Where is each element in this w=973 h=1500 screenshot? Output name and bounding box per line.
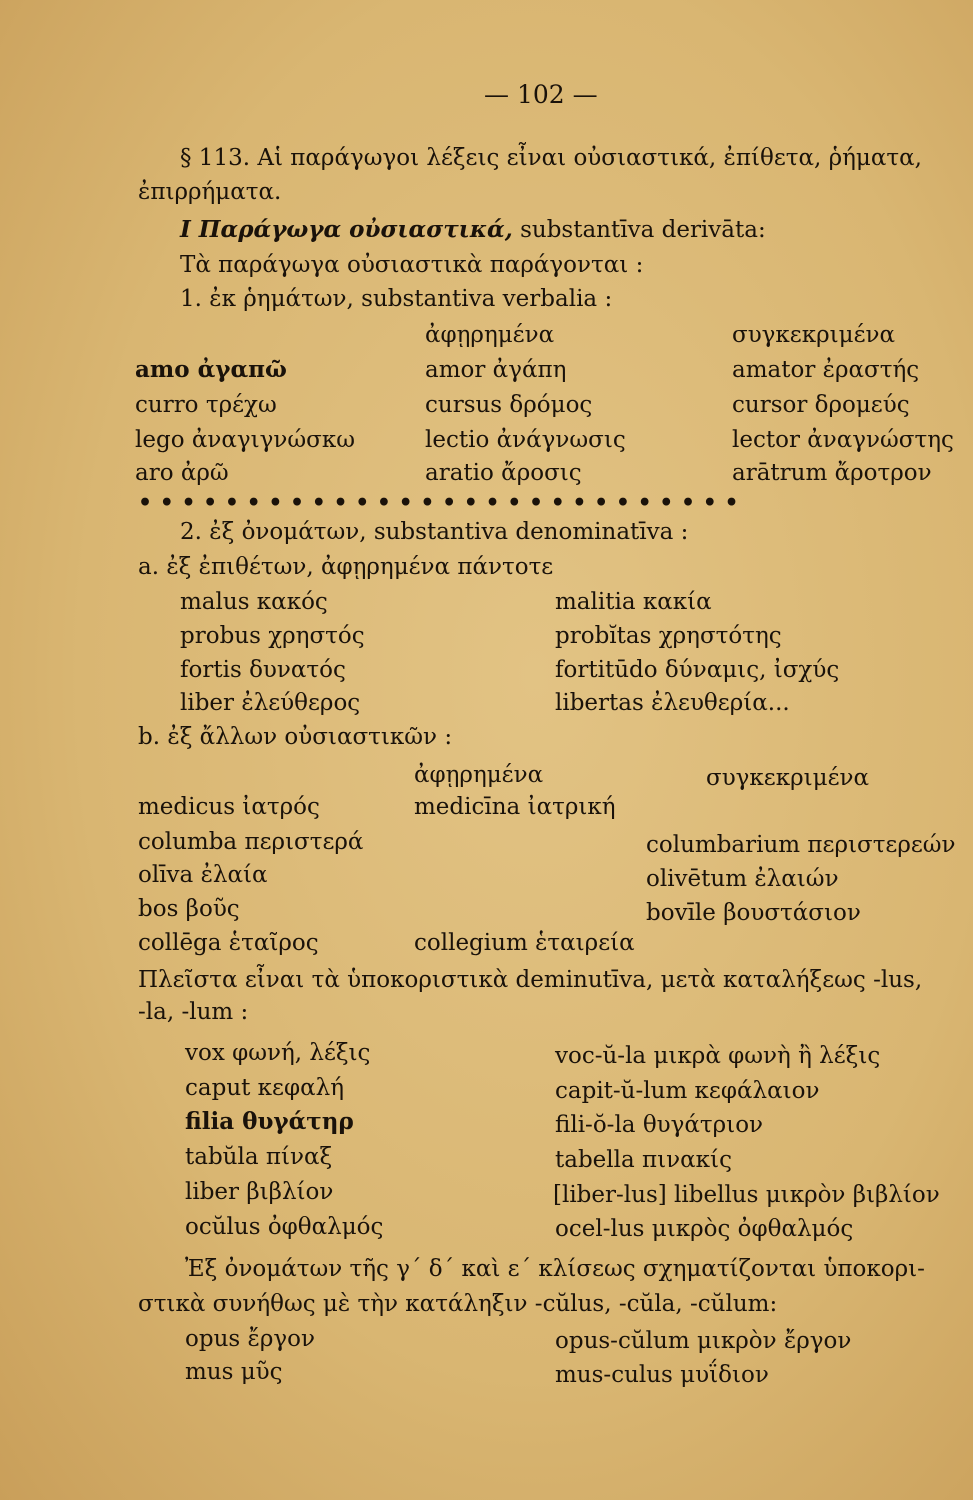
diminutive-para-2: στικὰ συνήθως μὲ τὴν κατάληξιν -cŭlus, -cŭla, -cŭlum:: [138, 1291, 778, 1317]
col-header-concrete: συγκεκριμένα: [732, 322, 896, 348]
a-row-1-left: malus κακός: [180, 589, 328, 615]
dim-row-4-right: tabella πινακίς: [555, 1147, 732, 1173]
dim2-row-2-right: mus-culus μυΐδιον: [555, 1362, 769, 1388]
dim-row-3-left: filia θυγάτηρ: [185, 1108, 354, 1135]
dim-row-2-right: capit-ŭ-lum κεφάλαιον: [555, 1078, 820, 1104]
denominal-heading: 2. ἐξ ὀνομάτων, substantiva denominatīva :: [180, 519, 689, 545]
diminutive-intro-2: -la, -lum :: [138, 999, 249, 1025]
b-col-header-abstract: ἀφῃρημένα: [414, 762, 544, 788]
b-row-4-right: bovīle βουστάσιον: [646, 900, 861, 926]
section-heading-latin: substantīva derivāta:: [520, 217, 766, 243]
b-row-2-left: columba περιστερά: [138, 829, 364, 855]
verbal-row-2-verb: curro τρέχω: [135, 392, 277, 418]
dim-row-6-right: ocel-lus μικρὸς ὀφθαλμός: [555, 1216, 854, 1242]
intro-line-2: ἐπιρρήματα.: [138, 179, 282, 205]
dim-row-5-right: [liber-lus] libellus μικρὸν βιβλίον: [553, 1182, 940, 1208]
a-row-3-left: fortis δυνατός: [180, 657, 346, 683]
dim2-row-1-left: opus ἔργον: [185, 1326, 315, 1352]
verbal-row-2-abstract: cursus δρόμος: [425, 392, 593, 418]
verbal-row-1-verb: amo ἀγαπῶ: [135, 356, 287, 383]
verbal-row-3-abstract: lectio ἀνάγνωσις: [425, 427, 626, 453]
verbal-row-1-abstract: amor ἀγάπη: [425, 357, 567, 383]
dim2-row-2-left: mus μῦς: [185, 1359, 283, 1385]
dim-row-1-left: vox φωνή, λέξις: [185, 1040, 371, 1066]
verbal-row-2-concrete: cursor δρομεύς: [732, 392, 910, 418]
b-row-5-middle: collegium ἑταιρεία: [414, 930, 635, 956]
col-header-abstract: ἀφῃρημένα: [425, 322, 555, 348]
intro-line-1: § 113. Αἱ παράγωγοι λέξεις εἶναι οὐσιαστικά, ἐπίθετα, ῥήματα,: [180, 145, 922, 171]
dim-row-3-right: fili-ŏ-la θυγάτριον: [555, 1112, 764, 1138]
b-row-3-left: olīva ἐλαία: [138, 862, 268, 888]
b-row-4-left: bos βοῦς: [138, 896, 240, 922]
a-row-3-right: fortitūdo δύναμις, ἰσχύς: [555, 657, 840, 683]
verbal-row-3-verb: lego ἀναγιγνώσκω: [135, 427, 355, 453]
dim-row-4-left: tabŭla πίναξ: [185, 1144, 333, 1170]
a-row-4-right: libertas ἐλευθερία...: [555, 690, 790, 716]
intro-line-4: Τὰ παράγωγα οὐσιαστικὰ παράγονται :: [180, 252, 644, 278]
section-heading-greek: Ι Παράγωγα οὐσιαστικά,: [180, 216, 513, 243]
b-row-1-left: medicus ἰατρός: [138, 794, 320, 820]
a-row-4-left: liber ἐλεύθερος: [180, 690, 361, 716]
dim-row-5-left: liber βιβλίον: [185, 1179, 334, 1205]
a-row-2-right: probĭtas χρηστότης: [555, 623, 782, 649]
dim2-row-1-right: opus-cŭlum μικρὸν ἔργον: [555, 1328, 852, 1354]
b-row-2-right: columbarium περιστερεών: [646, 832, 956, 858]
subsection-a: a. ἐξ ἐπιθέτων, ἀφῃρημένα πάντοτε: [138, 554, 554, 580]
diminutive-para-1: Ἐξ ὀνομάτων τῆς γ΄ δ΄ καὶ ε΄ κλίσεως σχηματίζονται ὑποκορι-: [185, 1256, 925, 1282]
diminutive-intro-1: Πλεῖστα εἶναι τὰ ὑποκοριστικὰ deminutīva, μετὰ καταλήξεως -lus,: [138, 967, 923, 993]
verbal-row-1-concrete: amator ἐραστής: [732, 357, 920, 383]
intro-line-5: 1. ἐκ ῥημάτων, substantiva verbalia :: [180, 286, 613, 312]
verbal-row-4-verb: aro ἀρῶ: [135, 460, 229, 486]
subsection-b: b. ἐξ ἄλλων οὐσιαστικῶν :: [138, 724, 453, 750]
page-number: — 102 —: [484, 80, 598, 109]
dotted-separator: • • • • • • • • • • • • • • • • • • • • • • • • • • • •: [138, 490, 739, 516]
dim-row-1-right: voc-ŭ-la μικρὰ φωνὴ ἢ λέξις: [555, 1043, 881, 1069]
dim-row-6-left: ocŭlus ὀφθαλμός: [185, 1214, 384, 1240]
section-heading: [180, 215, 766, 245]
verbal-row-4-abstract: aratio ἄροσις: [425, 460, 582, 486]
verbal-row-3-concrete: lector ἀναγνώστης: [732, 427, 954, 453]
dim-row-2-left: caput κεφαλή: [185, 1075, 344, 1101]
b-row-3-right: olivētum ἐλαιών: [646, 866, 839, 892]
b-row-1-middle: medicīna ἰατρική: [414, 794, 616, 820]
a-row-2-left: probus χρηστός: [180, 623, 365, 649]
b-col-header-concrete: συγκεκριμένα: [706, 765, 870, 791]
b-row-5-left: collēga ἑταῖρος: [138, 930, 319, 956]
verbal-row-4-concrete: arātrum ἄροτρον: [732, 460, 932, 486]
a-row-1-right: malitia κακία: [555, 589, 712, 615]
